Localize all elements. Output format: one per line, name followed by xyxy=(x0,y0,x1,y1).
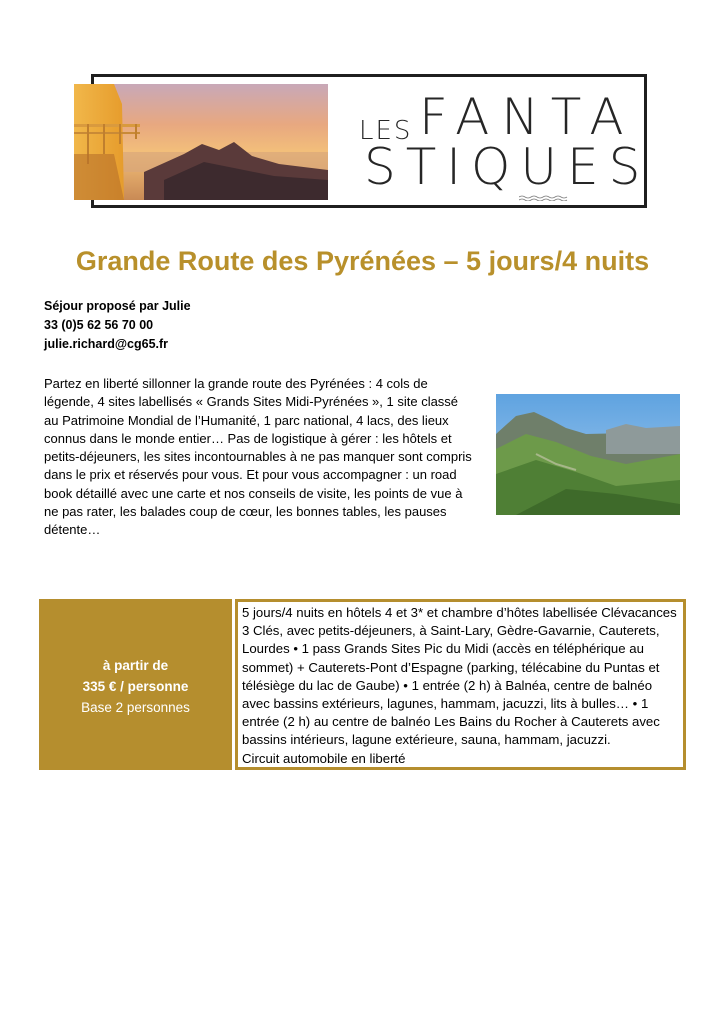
offer-circuit: Circuit automobile en liberté xyxy=(242,750,406,766)
logo-stiques: STIQUES xyxy=(364,138,651,196)
price-from: à partir de xyxy=(102,658,169,673)
brand-logo xyxy=(359,88,651,202)
contact-email[interactable]: julie.richard@cg65.fr xyxy=(44,337,169,351)
description-cell xyxy=(235,599,686,770)
page-title: Grande Route des Pyrénées – 5 jours/4 nuits xyxy=(75,246,650,276)
header-banner xyxy=(74,74,651,210)
logo-les: LES xyxy=(359,116,413,146)
offer-table xyxy=(39,599,686,770)
logo-fanta: FANTA xyxy=(419,88,636,146)
price-cell xyxy=(39,599,232,770)
green-mountain-valley-photo xyxy=(496,394,680,515)
intro-paragraph: Partez en liberté sillonner la grande route des Pyrénées : 4 cols de légende, 4 sites labellisés « Grands Sites Midi-Pyrénées », 1 site classé au Patrimoine Mondial de l’Humanité, 1 parc national, 4 lacs, des lieux connus dans le monde entier… Pas de logistique à gérer : les hôtels et petits-déjeuners, les sites incontournables à ne pas manquer sont compris dans le prix et réservés pour vous. Et pour vous accompagner : un road book détaillé avec une carte et nos conseils de visite, les points de vue à ne pas rater, les balades coup de cœur, les bonnes tables, les pauses détente… xyxy=(44,376,472,538)
contact-author: Séjour proposé par Julie xyxy=(44,299,191,313)
mountain-observatory-sunset-photo xyxy=(74,84,328,200)
contact-block xyxy=(44,297,191,354)
banner-photo xyxy=(74,84,328,200)
price-base: Base 2 personnes xyxy=(81,700,190,715)
side-photo xyxy=(496,394,680,515)
waves-icon xyxy=(519,195,569,201)
offer-description: 5 jours/4 nuits en hôtels 4 et 3* et chambre d’hôtes labellisée Clévacances 3 Clés, avec petits-déjeuners, à Saint-Lary, Gèdre-Gavarnie, Cauterets, Lourdes • 1 pass Grands Sites Pic du Midi (accès en téléphérique au sommet) + Cauterets-Pont d’Espagne (parking, télécabine du Puntas et télésiège du lac de Gaube) • 1 entrée (2 h) à Balnéa, centre de balnéo avec bassins extérieurs, lagunes, hammam, jacuzzi, lits à bulles… • 1 entrée (2 h) au centre de balnéo Les Bains du Rocher à Cauterets avec bassins intérieurs, lagune extérieure, sauna, hammam, jacuzzi. xyxy=(242,605,677,748)
contact-phone: 33 (0)5 62 56 70 00 xyxy=(44,318,154,332)
price-value: 335 € / personne xyxy=(82,679,189,694)
